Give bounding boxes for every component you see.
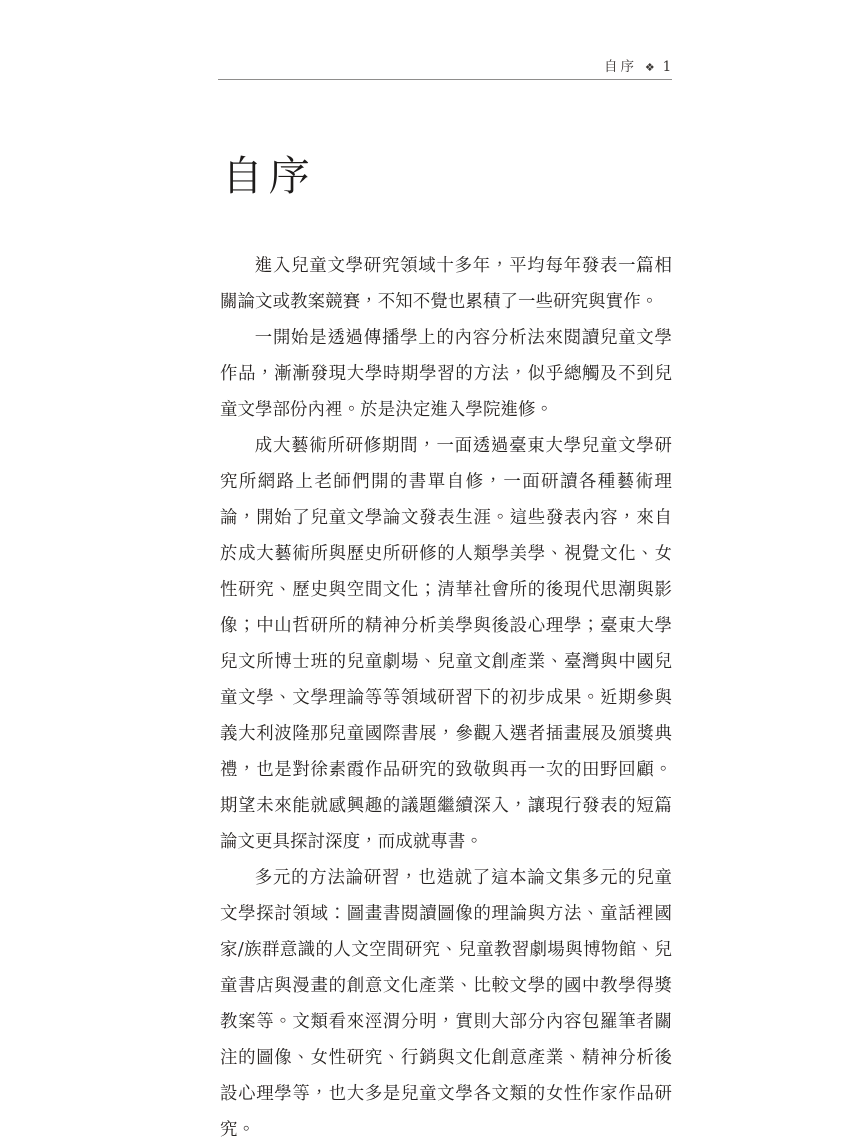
paragraph: 進入兒童文學研究領域十多年，平均每年發表一篇相關論文或教案競賽，不知不覺也累積了一些研究與實作。 xyxy=(220,256,672,312)
paragraph: 一開始是透過傳播學上的內容分析法來閱讀兒童文學作品，漸漸發現大學時期學習的方法，似乎總觸及不到兒童文學部份內裡。於是決定進入學院進修。 xyxy=(220,328,672,420)
paragraph: 成大藝術所研修期間，一面透過臺東大學兒童文學研究所網路上老師們開的書單自修，一面研讀各種藝術理論，開始了兒童文學論文發表生涯。這些發表內容，來自於成大藝術所與歷史所研修的人類學美學、視覺文化、女性研究、歷史與空間文化；清華社會所的後現代思潮與影像；中山哲研所的精神分析美學與後設心理學；臺東大學兒文所博士班的兒童劇場、兒童文創產業、臺灣與中國兒童文學、文學理論等等領域研習下的初步成果。近期參與義大利波隆那兒童國際書展，參觀入選者插畫展及頒獎典禮，也是對徐素霞作品研究的致敬與再一次的田野回顧。期望未來能就感興趣的議題繼續深入，讓現行發表的短篇論文更具探討深度，而成就專書。 xyxy=(220,436,672,852)
paragraph: 多元的方法論研習，也造就了這本論文集多元的兒童文學探討領域：圖畫書閱讀圖像的理論與方法、童話裡國家/族群意識的人文空間研究、兒童教習劇場與博物館、兒童書店與漫畫的創意文化產業、比較文學的國中教學得獎教案等。文類看來涇渭分明，實則大部分內容包羅筆者關注的圖像、女性研究、行銷與文化創意產業、精神分析後設心理學等，也大多是兒童文學各文類的女性作家作品研究。 xyxy=(220,868,672,1140)
page-number: 1 xyxy=(662,58,672,75)
body-text xyxy=(220,248,672,1148)
chapter-title: 自序 xyxy=(222,152,316,200)
diamond-ornament-icon: ❖ xyxy=(644,61,656,74)
header-divider xyxy=(218,79,672,80)
running-head-title: 自序 xyxy=(603,58,637,75)
running-head xyxy=(218,52,672,74)
